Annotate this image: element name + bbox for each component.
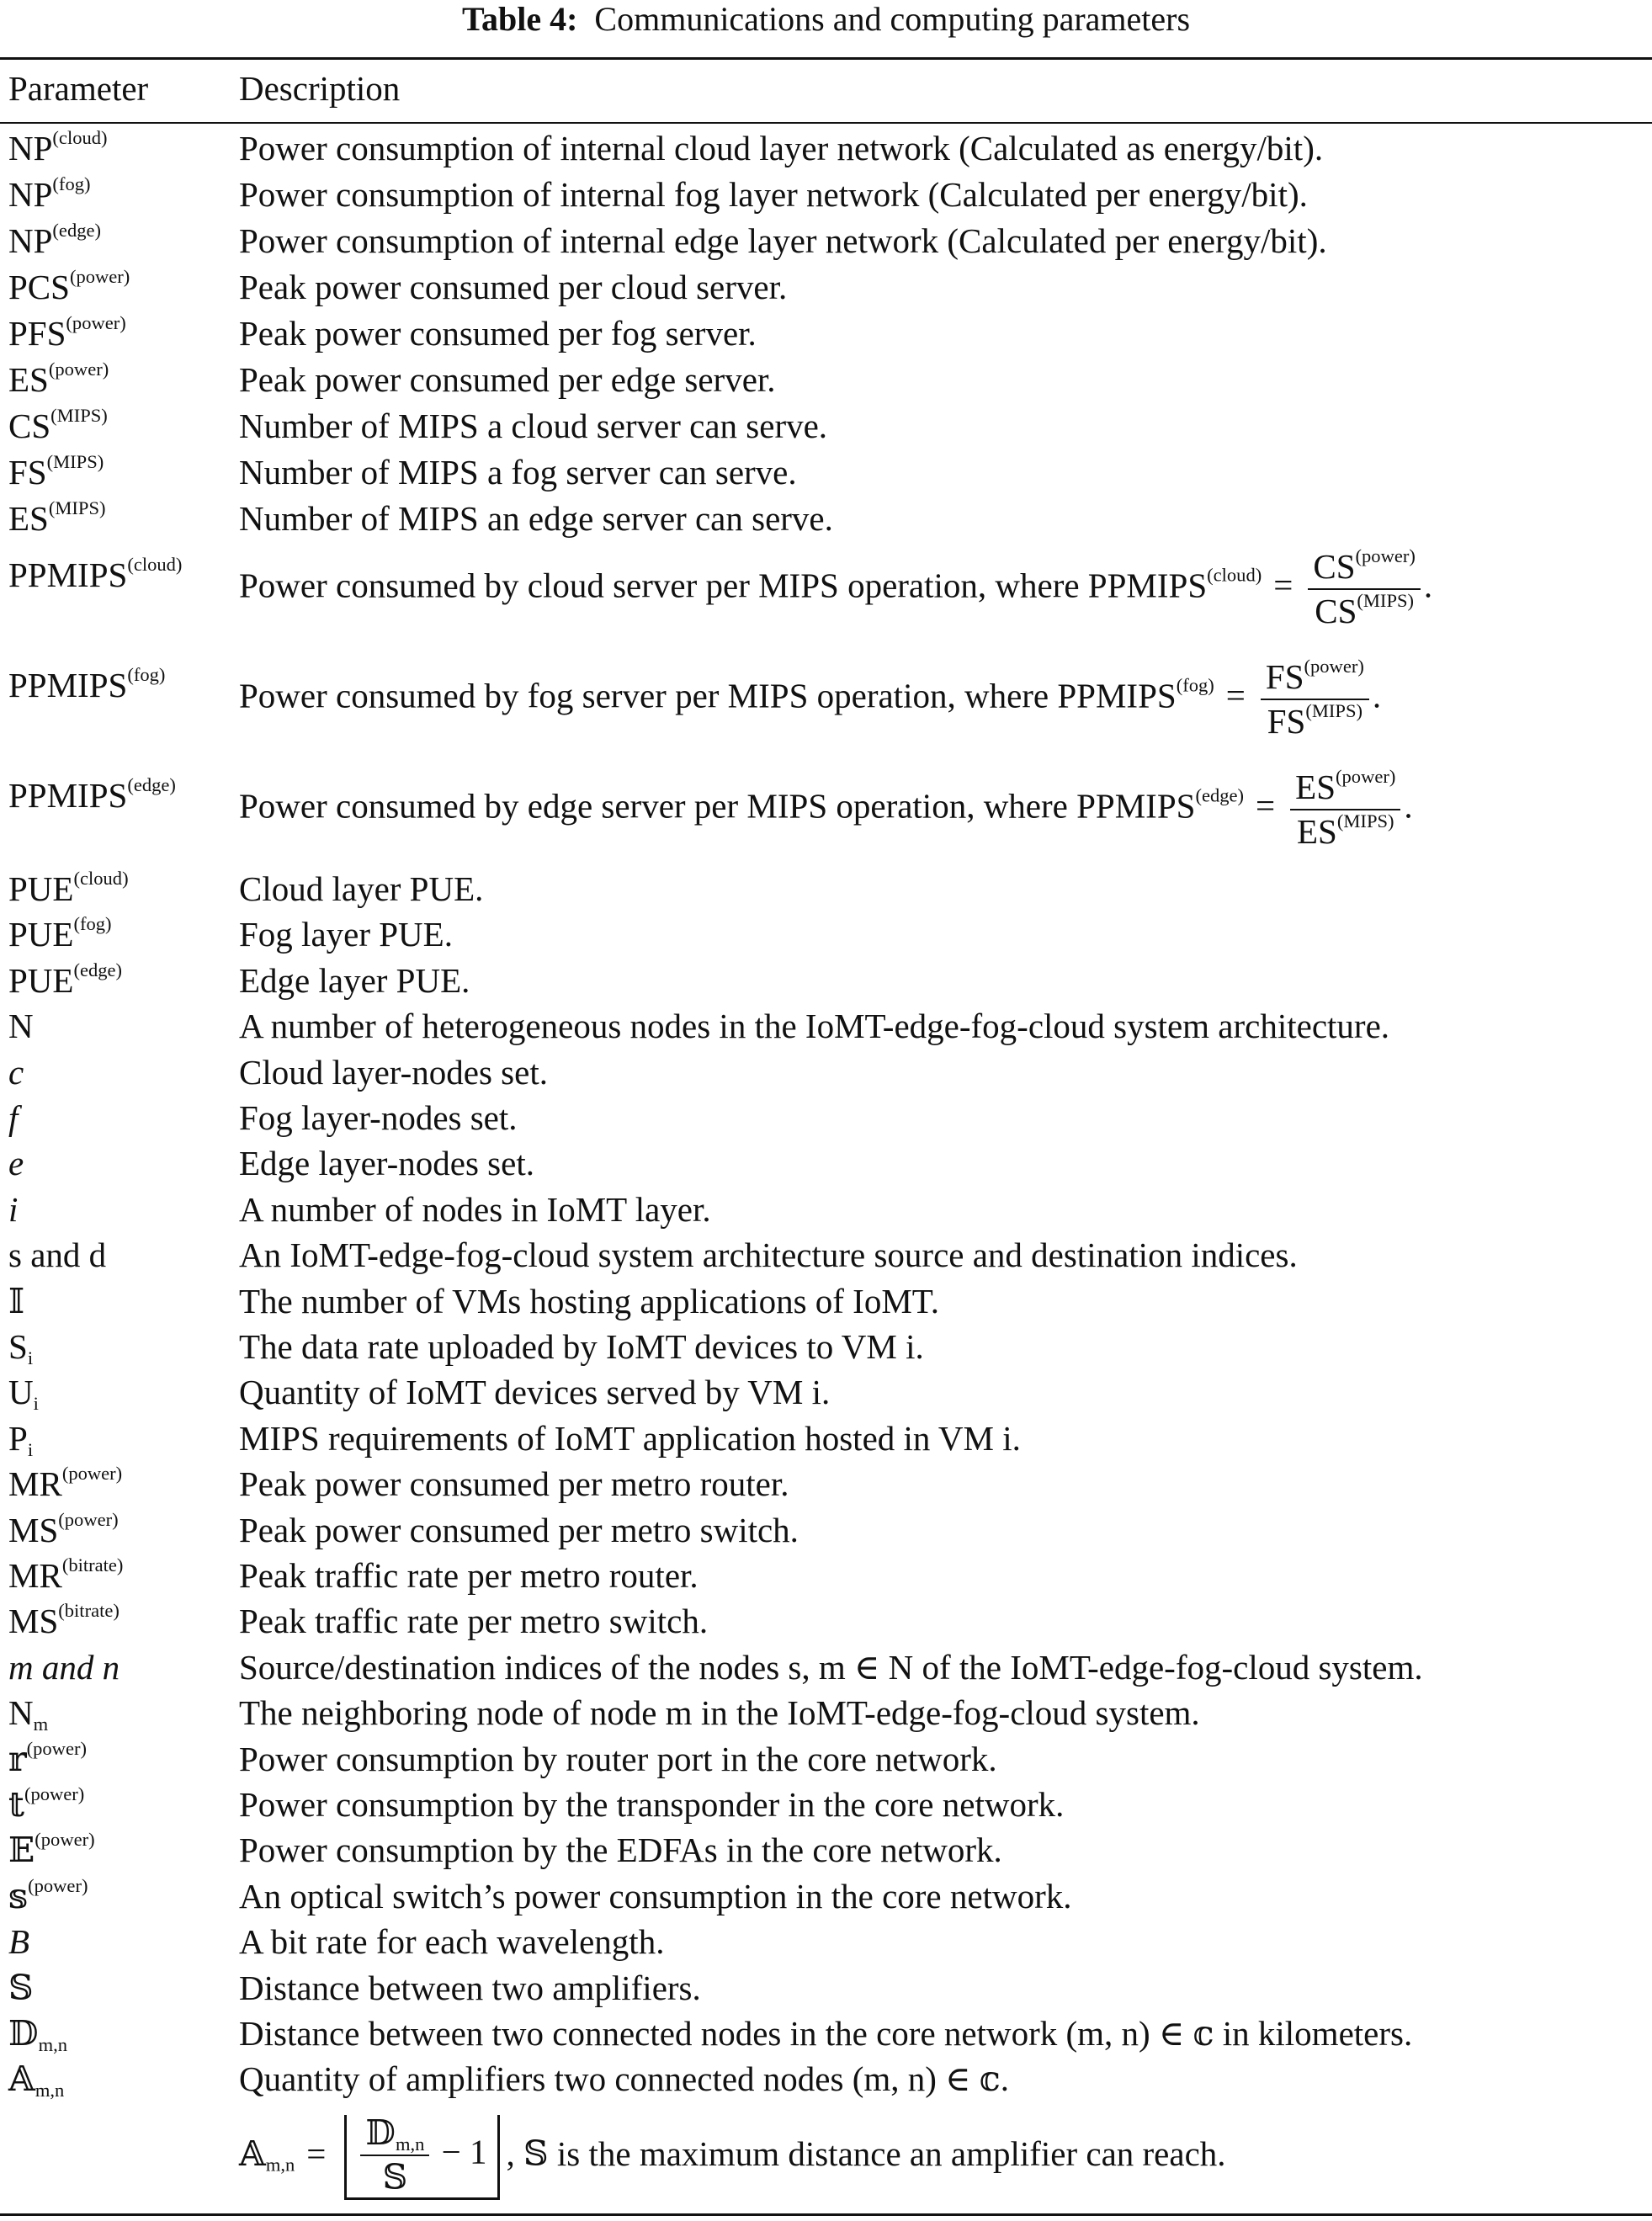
parameter-subscript: m bbox=[33, 1713, 49, 1735]
parameter-subscript: m,n bbox=[35, 2079, 65, 2101]
table-row bbox=[0, 1003, 1652, 1050]
parameter-symbol: e bbox=[8, 1144, 24, 1182]
parameter-symbol: MR bbox=[8, 1556, 62, 1595]
parameter-subscript: i bbox=[27, 1438, 34, 1460]
description-cell bbox=[239, 655, 1382, 741]
parameter-superscript: (fog) bbox=[52, 173, 91, 194]
table-caption bbox=[0, 0, 1652, 39]
header-row bbox=[0, 62, 1652, 113]
description-cell bbox=[239, 545, 1433, 630]
description-text: Edge layer-nodes set. bbox=[239, 1144, 534, 1182]
description-cell bbox=[239, 1830, 1002, 1869]
description-text: Peak traffic rate per metro router. bbox=[239, 1556, 699, 1595]
parameter-superscript: (power) bbox=[58, 1508, 119, 1530]
table-row bbox=[0, 958, 1652, 1005]
parameter-symbol: m and n bbox=[8, 1648, 120, 1687]
parameter-cell bbox=[8, 450, 104, 491]
parameter-symbol: PUE bbox=[8, 869, 74, 908]
description-cell bbox=[239, 1098, 518, 1137]
table-row bbox=[0, 1461, 1652, 1508]
header-description: Description bbox=[239, 69, 401, 108]
parameter-symbol: MS bbox=[8, 1511, 59, 1549]
description-cell bbox=[239, 221, 1327, 260]
parameter-symbol: PUE bbox=[8, 915, 74, 954]
description-cell bbox=[239, 1879, 1072, 1914]
fraction-numerator: $FS^{(power)}$ bbox=[1261, 659, 1369, 700]
fraction-numerator: $CS^{(power)}$ bbox=[1308, 549, 1421, 590]
parameter-superscript: (power) bbox=[61, 1462, 123, 1484]
description-text: Power consumption of internal cloud layer network (Calculated as energy/bit). bbox=[239, 129, 1324, 167]
parameter-symbol: NP bbox=[8, 175, 53, 214]
parameter-cell bbox=[8, 1971, 34, 2006]
description-text: An optical switch’s power consumption in the core network. bbox=[239, 1877, 1072, 1915]
description-text: Power consumed by fog server per MIPS operation, where PPMIPS bbox=[239, 676, 1177, 715]
description-text: Cloud layer-nodes set. bbox=[239, 1053, 548, 1092]
caption-title: Communications and computing parameters bbox=[594, 0, 1191, 38]
description-text: Distance between two connected nodes in the core network (m, n) ∈ 𝕔 in kilometers. bbox=[239, 2014, 1413, 2053]
description-text: Power consumption by the EDFAs in the core network. bbox=[239, 1830, 1002, 1869]
parameter-cell bbox=[8, 1693, 49, 1735]
parameter-superscript: (bitrate) bbox=[58, 1599, 120, 1621]
parameter-superscript: (power) bbox=[35, 1828, 95, 1850]
parameter-cell bbox=[8, 1874, 88, 1915]
table-row bbox=[0, 651, 1652, 752]
description-cell bbox=[239, 1284, 939, 1319]
parameter-symbol: 𝕥 bbox=[8, 1785, 24, 1824]
description-text: MIPS requirements of IoMT application hosted in VM i. bbox=[239, 1419, 1021, 1458]
table-row bbox=[0, 1782, 1652, 1829]
parameter-symbol: PPMIPS bbox=[8, 776, 128, 815]
fraction-denominator: $CS^{(MIPS)}$ bbox=[1315, 589, 1415, 630]
description-cell bbox=[239, 1375, 830, 1410]
equals-sign: = bbox=[1273, 566, 1293, 605]
parameter-cell bbox=[8, 1599, 120, 1640]
description-text: Cloud layer PUE. bbox=[239, 869, 484, 908]
description-cell bbox=[239, 316, 757, 351]
parameter-symbol: PPMIPS bbox=[8, 666, 128, 704]
parameter-subscript: i bbox=[33, 1392, 39, 1414]
parameter-cell bbox=[8, 1055, 24, 1090]
parameter-superscript: (MIPS) bbox=[46, 450, 104, 472]
parameter-cell bbox=[8, 126, 108, 167]
fraction-end-punctuation: . bbox=[1372, 676, 1382, 715]
parameter-cell bbox=[8, 1828, 95, 1869]
description-cell bbox=[239, 360, 776, 399]
parameter-cell bbox=[8, 1284, 24, 1319]
ratio-fraction bbox=[1308, 545, 1421, 630]
description-cell bbox=[239, 2016, 1412, 2051]
description-text: The data rate uploaded by IoMT devices to VM i. bbox=[239, 1327, 924, 1366]
formula-tail: , 𝕊 is the maximum distance an amplifier can reach. bbox=[506, 2133, 1226, 2173]
parameter-superscript: (cloud) bbox=[52, 126, 108, 148]
parameter-cell bbox=[8, 773, 176, 815]
fraction-numerator: $ES^{(power)}$ bbox=[1290, 769, 1400, 810]
description-text: Power consumption by the transponder in the core network. bbox=[239, 1785, 1065, 1824]
parameter-cell bbox=[8, 959, 123, 1000]
description-cell bbox=[239, 1009, 1389, 1044]
description-cell bbox=[239, 1464, 789, 1503]
parameter-superscript: (cloud) bbox=[127, 553, 183, 575]
parameter-cell bbox=[8, 1098, 19, 1137]
description-text: Power consumption of internal fog layer network (Calculated per energy/bit). bbox=[239, 175, 1308, 214]
parameter-superscript: (power) bbox=[26, 1737, 87, 1759]
description-cell bbox=[239, 1556, 699, 1595]
description-text: Power consumption of internal edge layer network (Calculated per energy/bit). bbox=[239, 221, 1327, 260]
parameter-symbol: NP bbox=[8, 129, 53, 167]
floor-bracket bbox=[344, 2112, 499, 2200]
table-row bbox=[0, 1827, 1652, 1874]
table-row bbox=[0, 172, 1652, 219]
table-row bbox=[0, 1919, 1652, 1966]
parameter-symbol: FS bbox=[8, 453, 47, 491]
description-cell bbox=[239, 1785, 1065, 1824]
description-cell bbox=[239, 1327, 924, 1366]
formula-equals: = bbox=[306, 2133, 327, 2173]
table-row bbox=[0, 449, 1652, 497]
description-text: Fog layer-nodes set. bbox=[239, 1098, 518, 1137]
description-cell bbox=[239, 499, 833, 538]
top-rule bbox=[0, 57, 1652, 60]
header-parameter: Parameter bbox=[8, 69, 149, 108]
fraction-denominator: $ES^{(MIPS)}$ bbox=[1297, 810, 1394, 851]
table-row bbox=[0, 311, 1652, 358]
table-row bbox=[0, 911, 1652, 959]
formula-lhs: 𝔸 bbox=[239, 2133, 266, 2173]
parameter-superscript: (MIPS) bbox=[50, 404, 108, 426]
description-text: Fog layer PUE. bbox=[239, 915, 453, 954]
parameter-cell bbox=[8, 358, 109, 399]
parameter-cell bbox=[8, 1783, 85, 1824]
description-cell bbox=[239, 1971, 701, 2006]
description-text: Quantity of IoMT devices served by VM i. bbox=[239, 1373, 831, 1411]
parameter-superscript: (cloud) bbox=[73, 867, 129, 889]
equals-sign: = bbox=[1225, 676, 1246, 715]
description-superscript: (fog) bbox=[1176, 674, 1214, 696]
parameter-superscript: (power) bbox=[69, 265, 130, 287]
formula-fraction bbox=[360, 2112, 429, 2197]
parameter-symbol: ES bbox=[8, 360, 49, 399]
parameter-symbol: PCS bbox=[8, 268, 70, 306]
parameter-cell bbox=[8, 497, 106, 538]
parameter-symbol: CS bbox=[8, 406, 51, 445]
parameter-superscript: (power) bbox=[28, 1874, 88, 1896]
parameter-cell bbox=[8, 1462, 123, 1503]
parameter-symbol: B bbox=[8, 1922, 30, 1961]
description-cell bbox=[239, 1922, 665, 1961]
parameter-superscript: (edge) bbox=[127, 773, 176, 795]
table-row bbox=[0, 403, 1652, 450]
parameter-symbol: 𝔻 bbox=[8, 2014, 39, 2053]
table-row bbox=[0, 1598, 1652, 1645]
parameter-superscript: (power) bbox=[24, 1783, 85, 1804]
table-row bbox=[0, 496, 1652, 543]
description-cell bbox=[239, 175, 1308, 214]
parameter-symbol: 𝔼 bbox=[8, 1830, 35, 1869]
description-text: The neighboring node of node m in the IoMT-edge-fog-cloud system. bbox=[239, 1693, 1200, 1732]
parameter-cell bbox=[8, 1373, 39, 1414]
parameter-symbol: PPMIPS bbox=[8, 555, 128, 594]
description-text: Power consumed by cloud server per MIPS operation, where PPMIPS bbox=[239, 566, 1208, 605]
parameter-cell bbox=[8, 553, 183, 594]
parameter-symbol: P bbox=[8, 1419, 28, 1458]
parameter-symbol: NP bbox=[8, 221, 53, 260]
bottom-rule bbox=[0, 2213, 1652, 2216]
parameter-cell bbox=[8, 219, 102, 260]
description-superscript: (cloud) bbox=[1207, 564, 1262, 586]
description-text: Peak traffic rate per metro switch. bbox=[239, 1602, 709, 1640]
parameter-subscript: m,n bbox=[38, 2033, 68, 2055]
amplifier-formula bbox=[239, 2112, 1226, 2200]
fraction-end-punctuation: . bbox=[1404, 786, 1413, 826]
table-row bbox=[0, 1644, 1652, 1692]
table-row bbox=[0, 218, 1652, 265]
table-row bbox=[0, 1140, 1652, 1188]
description-text: Edge layer PUE. bbox=[239, 961, 470, 1000]
parameter-subscript: i bbox=[27, 1347, 34, 1368]
description-text: Number of MIPS a cloud server can serve. bbox=[239, 406, 828, 445]
description-text: Power consumed by edge server per MIPS operation, where PPMIPS bbox=[239, 786, 1196, 826]
description-cell bbox=[239, 1693, 1200, 1732]
description-cell bbox=[239, 1604, 708, 1639]
parameter-cell bbox=[8, 1554, 124, 1595]
parameter-superscript: (power) bbox=[48, 358, 109, 380]
parameter-cell bbox=[8, 1235, 107, 1274]
parameter-symbol: MS bbox=[8, 1602, 59, 1640]
parameter-symbol: s and d bbox=[8, 1235, 107, 1274]
parameter-superscript: (edge) bbox=[73, 959, 123, 980]
table-row bbox=[0, 2011, 1652, 2058]
parameter-cell bbox=[8, 173, 91, 214]
table-row bbox=[0, 761, 1652, 862]
description-cell bbox=[239, 1235, 1298, 1274]
description-text: Quantity of amplifiers two connected nodes (m, n) ∈ 𝕔. bbox=[239, 2059, 1009, 2098]
parameter-symbol: 𝕊 bbox=[8, 1969, 34, 2007]
equals-sign: = bbox=[1256, 786, 1276, 826]
parameter-symbol: 𝔸 bbox=[8, 2059, 35, 2098]
description-text: Peak power consumed per edge server. bbox=[239, 360, 776, 399]
formula-numerator-sub: m,n bbox=[395, 2133, 425, 2155]
parameter-symbol: 𝕀 bbox=[8, 1282, 25, 1320]
parameter-symbol: S bbox=[8, 1327, 28, 1366]
formula-minus-one: − 1 bbox=[441, 2132, 487, 2171]
table-row bbox=[0, 1736, 1652, 1783]
parameter-symbol: ES bbox=[8, 499, 49, 538]
ratio-fraction bbox=[1261, 655, 1369, 741]
description-text: Peak power consumed per metro switch. bbox=[239, 1511, 799, 1549]
parameter-symbol: N bbox=[8, 1007, 34, 1045]
table-row bbox=[0, 1278, 1652, 1326]
description-cell bbox=[239, 1055, 548, 1090]
parameter-symbol: 𝕤 bbox=[8, 1877, 29, 1915]
fraction-denominator: $FS^{(MIPS)}$ bbox=[1267, 699, 1363, 741]
description-text: A number of heterogeneous nodes in the IoMT-edge-fog-cloud system architecture. bbox=[239, 1007, 1390, 1045]
table-row bbox=[0, 1553, 1652, 1600]
description-cell bbox=[239, 2059, 1009, 2098]
parameter-superscript: (power) bbox=[66, 311, 126, 333]
description-cell bbox=[239, 917, 453, 952]
description-cell bbox=[239, 1421, 1021, 1456]
description-text: An IoMT-edge-fog-cloud system architecture source and destination indices. bbox=[239, 1235, 1298, 1274]
description-cell bbox=[239, 961, 470, 1000]
description-cell bbox=[239, 1650, 1423, 1685]
table-row bbox=[0, 264, 1652, 311]
description-text: The number of VMs hosting applications of IoMT. bbox=[239, 1282, 940, 1320]
table-row bbox=[0, 866, 1652, 913]
parameter-symbol: PUE bbox=[8, 961, 74, 1000]
formula-denominator: 𝕊 bbox=[382, 2157, 408, 2197]
description-text: Peak power consumed per cloud server. bbox=[239, 268, 788, 306]
header-rule bbox=[0, 122, 1652, 124]
table-row bbox=[0, 1232, 1652, 1279]
parameter-symbol: PFS bbox=[8, 314, 66, 353]
parameter-cell bbox=[8, 1146, 24, 1181]
table-row bbox=[0, 357, 1652, 404]
table-row bbox=[0, 1324, 1652, 1371]
parameter-cell bbox=[8, 1737, 87, 1778]
description-cell bbox=[239, 270, 787, 305]
description-cell bbox=[239, 1190, 711, 1229]
parameter-cell bbox=[8, 2059, 65, 2101]
table-row bbox=[0, 1095, 1652, 1142]
description-text: A bit rate for each wavelength. bbox=[239, 1922, 665, 1961]
description-text: Number of MIPS an edge server can serve. bbox=[239, 499, 833, 538]
parameter-cell bbox=[8, 663, 166, 704]
table-row bbox=[0, 1187, 1652, 1234]
parameter-cell bbox=[8, 1922, 30, 1961]
fraction-end-punctuation: . bbox=[1423, 566, 1433, 605]
description-text: Peak power consumed per fog server. bbox=[239, 314, 757, 353]
description-cell bbox=[239, 455, 797, 490]
description-superscript: (edge) bbox=[1195, 784, 1245, 806]
description-text: Source/destination indices of the nodes s, m ∈ N of the IoMT-edge-fog-cloud system. bbox=[239, 1648, 1423, 1687]
description-cell bbox=[239, 869, 484, 908]
table-row bbox=[0, 1507, 1652, 1554]
parameter-symbol: U bbox=[8, 1373, 34, 1411]
caption-label: Table 4: bbox=[461, 0, 578, 38]
table-row bbox=[0, 1690, 1652, 1737]
parameter-cell bbox=[8, 1327, 34, 1368]
description-text: Distance between two amplifiers. bbox=[239, 1969, 701, 2007]
description-cell bbox=[239, 406, 828, 445]
parameter-cell bbox=[8, 867, 129, 908]
description-text: Peak power consumed per metro router. bbox=[239, 1464, 789, 1503]
table-row bbox=[0, 1369, 1652, 1416]
table-row bbox=[0, 1416, 1652, 1463]
parameter-cell bbox=[8, 265, 130, 306]
parameter-symbol: c bbox=[8, 1053, 24, 1092]
description-cell bbox=[239, 1513, 799, 1548]
parameter-superscript: (fog) bbox=[127, 663, 166, 685]
table-row bbox=[0, 2056, 1652, 2103]
table-row bbox=[0, 1965, 1652, 2012]
parameter-symbol: MR bbox=[8, 1464, 62, 1503]
formula-numerator: 𝔻 bbox=[365, 2112, 396, 2152]
description-text: Number of MIPS a fog server can serve. bbox=[239, 453, 797, 491]
parameter-cell bbox=[8, 1190, 19, 1229]
parameter-cell bbox=[8, 912, 112, 954]
amplifier-formula-row bbox=[0, 2114, 1652, 2207]
description-cell bbox=[239, 765, 1413, 851]
parameter-symbol: i bbox=[8, 1190, 19, 1229]
table-row bbox=[0, 125, 1652, 173]
parameter-superscript: (fog) bbox=[73, 912, 112, 934]
parameter-superscript: (edge) bbox=[52, 219, 102, 241]
table-row bbox=[0, 1049, 1652, 1097]
description-text: A number of nodes in IoMT layer. bbox=[239, 1190, 711, 1229]
description-cell bbox=[239, 131, 1323, 166]
parameter-cell bbox=[8, 404, 108, 445]
parameter-superscript: (bitrate) bbox=[61, 1554, 124, 1575]
parameter-cell bbox=[8, 1009, 34, 1044]
parameter-cell bbox=[8, 2014, 68, 2055]
ratio-fraction bbox=[1290, 765, 1400, 851]
parameter-symbol: 𝕣 bbox=[8, 1740, 27, 1778]
parameter-cell bbox=[8, 1508, 119, 1549]
parameter-symbol: f bbox=[8, 1098, 19, 1137]
parameter-superscript: (MIPS) bbox=[48, 497, 106, 518]
parameter-cell bbox=[8, 1650, 120, 1685]
description-cell bbox=[239, 1146, 534, 1181]
table-row bbox=[0, 1873, 1652, 1921]
parameter-cell bbox=[8, 311, 126, 353]
parameter-cell bbox=[8, 1419, 34, 1460]
formula-lhs-sub: m,n bbox=[265, 2154, 295, 2176]
table-row bbox=[0, 540, 1652, 641]
description-text: Power consumption by router port in the core network. bbox=[239, 1740, 997, 1778]
description-cell bbox=[239, 1742, 997, 1777]
parameter-symbol: N bbox=[8, 1693, 34, 1732]
